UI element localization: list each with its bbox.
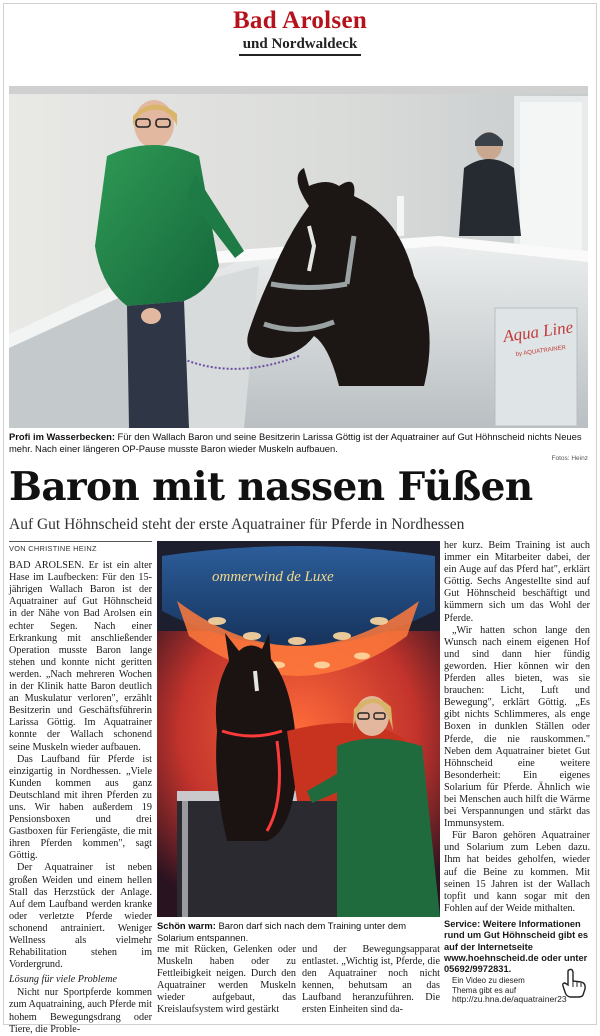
byline: VON CHRISTINE HEINZ xyxy=(9,541,152,555)
article-column-4 xyxy=(444,540,590,975)
paragraph: Das Laufband für Pferde ist einzigartig in Nordhessen. „Viele Kunden kommen aus ganz Deutschland mit ihren Pferden zu uns. Wir haben außerdem 19 Pensionsboxen und drei Gastboxen für Feriengäste, die mit ihren Pferden kommen", sagt Göttig. xyxy=(9,753,152,862)
top-caption-text: Für den Wallach Baron und seine Besitzerin Larissa Göttig ist der Aquatrainer auf Gut Höhnscheid nichts Neues mehr. Nach einer längeren OP-Pause musste Baron wieder Muskeln aufbauen. xyxy=(9,431,582,454)
masthead-city: Bad Arolsen xyxy=(232,7,368,34)
video-hint xyxy=(452,976,590,1005)
sign-subtext: by AQUATRAINER xyxy=(515,344,567,358)
article-column-2-bottom: me mit Rücken, Gelenken oder Muskeln haben oder zu Fettleibigkeit neigen. Durch den Aquatrainer werden Muskeln wieder aufgebaut, das Kreislaufsystem wird gestärkt xyxy=(157,944,296,1016)
video-hint-line1: Ein Video zu diesem xyxy=(452,976,525,985)
paragraph: Der Aquatrainer ist neben großen Weiden und einem hellen Stall das Herzstück der Anlage. Auf dem Laufband werden kranke oder verletzte Pferde wieder schonend antrainiert. Weniger Wellness als vielmehr Rehabilitation stehen im Vordergrund. xyxy=(9,862,152,971)
article-column-1 xyxy=(9,541,152,1036)
video-hint-line2: Thema gibt es auf xyxy=(452,985,517,995)
mid-photo-caption xyxy=(157,920,440,943)
section-subhead: Lösung für viele Probleme xyxy=(9,974,117,986)
mid-caption-lead: Schön warm: xyxy=(157,920,216,931)
subheadline: Auf Gut Höhnscheid steht der erste Aquatrainer für Pferde in Nordhessen xyxy=(9,516,465,533)
paragraph: „Wir hatten schon lange den Wunsch nach einem eigenen Hof und sind dann hier fündig geworden. Hier können wir den Pferden alles bieten, was sie brauchen: Licht, Luft und Bewegung", erklärt Göttig. „Es gibt nichts Schlimmeres, als enge Boxen in dunklen Ställen oder Pferde, die nie rauskommen." Neben dem Aquatrainer bietet Gut Höhnscheid eine weitere Besonderheit: Ein eigenes Solarium für Pferde. Ähnlich wie bei Menschen auch hilft die Wärme bei Verspannungen und stärkt das Immunsystem. xyxy=(444,624,590,830)
aquatrainer-photo xyxy=(9,86,588,428)
article-column-3-bottom: und der Bewegungsapparat entlastet. „Wichtig ist, Pferde, die den Aquatrainer noch nicht kennen, behutsam an das Laufband heranzuführen. Die ersten Einheiten sind da- xyxy=(302,944,440,1016)
paragraph: Nicht nur Sportpferde kommen zum Aquatraining, auch Pferde mit hohem Bewegungsdrang oder Tiere, die Proble- xyxy=(9,987,152,1035)
headline: Baron mit nassen Füßen xyxy=(9,464,533,510)
solarium-banner: ommerwind de Luxe xyxy=(212,569,334,585)
paragraph: her kurz. Beim Training ist auch immer ein Mitarbeiter dabei, der ein Auge auf das Pferd hat", erklärt Göttig. Sechs Angestellte sind auf Gut Höhnscheid beschäftigt und kümmern sich um das Wohl der Pferde. xyxy=(444,540,590,624)
top-caption-lead: Profi im Wasserbecken: xyxy=(9,431,115,442)
masthead xyxy=(0,6,600,56)
service-box: Service: Weitere Informationen rund um Gut Höhnscheid gibt es auf der Internetseite www.hoehnscheid.de oder unter 05692/9972831. xyxy=(444,918,589,975)
paragraph: Für Baron gehören Aquatrainer und Solarium zum Leben dazu. Ihm hat beides geholfen, wieder auf die Beine zu kommen. Mit seinen 15 Jahren ist der Wallach topfit und kann sogar mit den Fohlen auf der Weide mithalten. xyxy=(444,830,590,914)
photo-credit: Fotos: Heinz xyxy=(551,455,588,462)
paragraph: BAD AROLSEN. Er ist ein alter Hase im Laufbecken: Für den 15-jährigen Wallach Baron ist der Aquatrainer auf Gut Höhnscheid in der Nähe von Bad Arolsen ein echter Segen. Nach einer Erkrankung mit anschließender Operation musste Baron lange stehen und konnte nicht geritten werden. „Nach mehreren Wochen in der Klinik hatte Baron deutlich an Muskulatur verloren", erzählt Besitzerin und Geschäftsführerin Larissa Göttig. Im Aquatrainer konnte der Wallach schonend seine Muskeln wieder aufbauen. xyxy=(9,560,152,753)
solarium-photo xyxy=(157,541,440,917)
masthead-region: und Nordwaldeck xyxy=(239,35,362,56)
pointing-hand-icon xyxy=(560,968,588,998)
mid-caption-text: Baron darf sich nach dem Training unter dem Solarium entspannen. xyxy=(157,920,407,943)
video-url[interactable]: http://zu.hna.de/aquatrainer23 xyxy=(452,994,567,1005)
top-photo-caption xyxy=(9,431,588,455)
sign-text: Aqua Line xyxy=(501,317,575,346)
